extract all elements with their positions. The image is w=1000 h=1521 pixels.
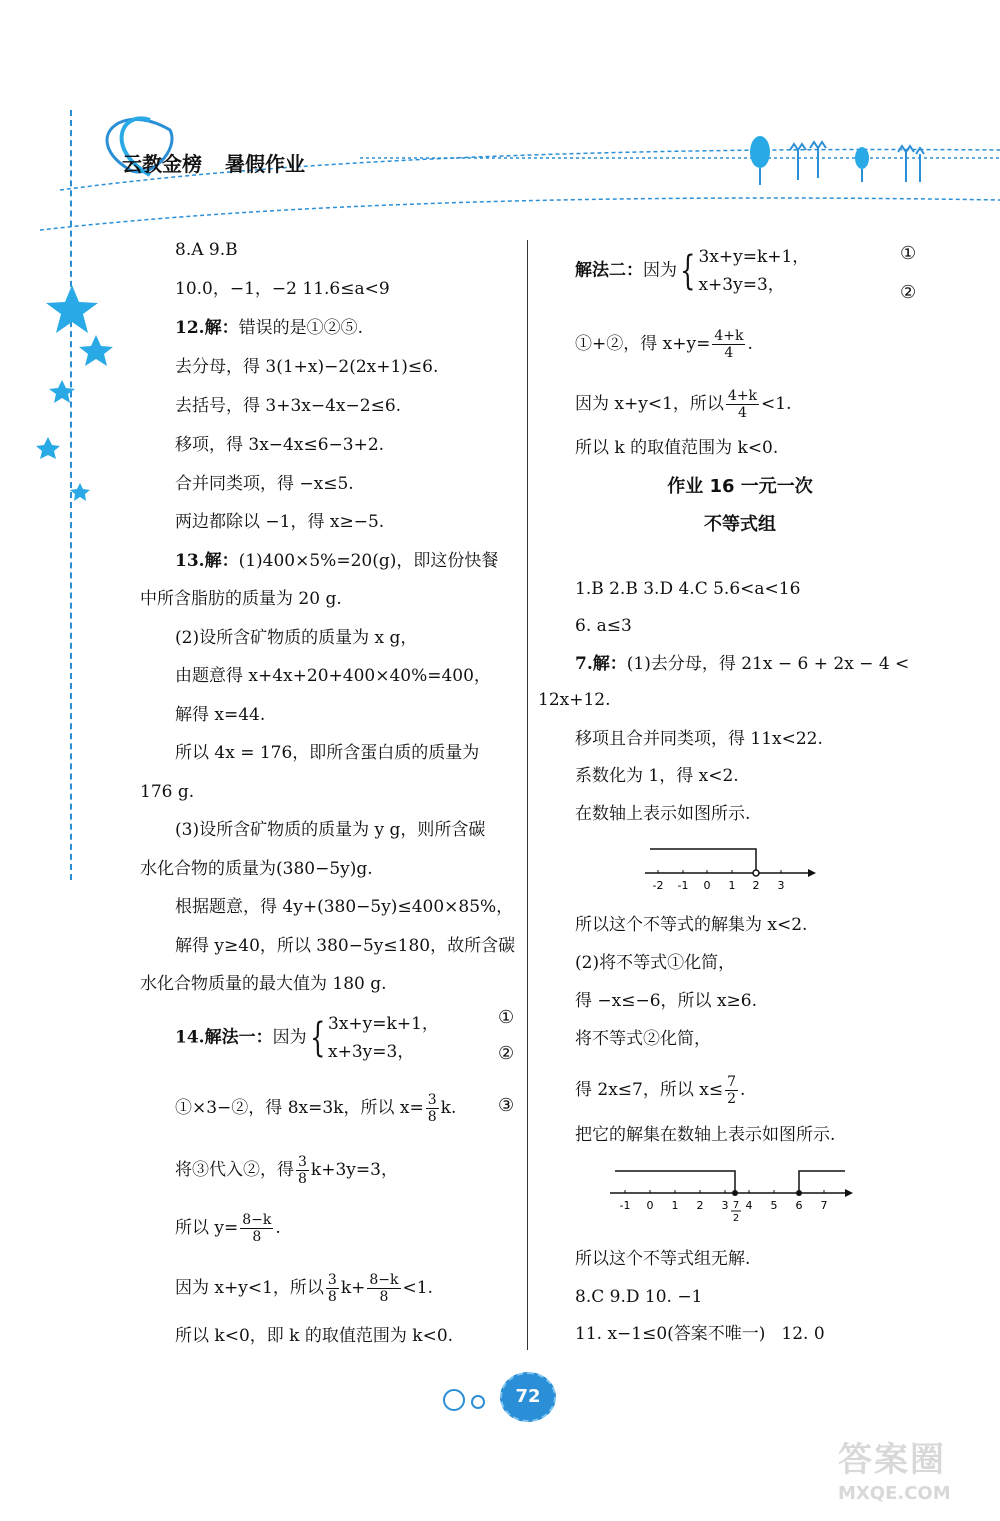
answer-text: 因为 — [643, 260, 677, 281]
answer-line: 移项且合并同类项，得 11x<22. — [575, 729, 823, 749]
equation-system-line — [575, 243, 809, 299]
answer-line: 合并同类项，得 −x≤5. — [175, 474, 354, 494]
answer-line: 根据题意，得 4y+(380−5y)≤400×85%， — [175, 897, 514, 917]
tick-label: 5 — [770, 1199, 778, 1212]
brace-icon: { — [680, 248, 696, 294]
answer-line — [575, 653, 909, 675]
column-divider — [527, 240, 528, 1350]
answer-line — [575, 388, 792, 421]
answer-text: 错误的是①②⑤. — [238, 318, 363, 338]
circled-number: ③ — [498, 1095, 515, 1116]
answer-text: 因为 x+y<1，所以 — [175, 1278, 324, 1298]
answer-text: . — [740, 1080, 746, 1100]
answer-line: 去括号，得 3+3x−4x−2≤6. — [175, 396, 402, 416]
answer-text: . — [275, 1218, 281, 1238]
answer-line: 8.C 9.D 10. −1 — [575, 1287, 703, 1307]
watermark-text: 答案圈 — [838, 1440, 946, 1480]
solution-label: 13.解： — [175, 551, 239, 571]
answer-text: ①+②，得 x+y= — [575, 334, 711, 354]
tick-label: -2 — [652, 879, 664, 892]
equation: 3x+y=k+1， — [328, 1014, 439, 1034]
answer-line: 解得 y≥40，所以 380−5y≤180，故所含碳 — [175, 936, 516, 956]
tick-label: 0 — [646, 1199, 654, 1212]
circled-number: ① — [900, 243, 917, 264]
answer-line — [175, 1092, 456, 1125]
tick-label: 6 — [795, 1199, 803, 1212]
brace-icon: { — [309, 1015, 325, 1061]
answer-text: <1. — [761, 394, 792, 414]
fraction: $\frac{4+k}{4}$ — [727, 388, 758, 421]
answer-text: (1)去分母，得 21x − 6 + 2x − 4 < — [626, 654, 910, 674]
answer-line: (2)设所含矿物质的质量为 x g， — [175, 628, 418, 648]
answer-line: 水化合物质量的最大值为 180 g. — [140, 974, 387, 994]
answer-text: 11. x−1≤0(答案不唯一) — [575, 1324, 766, 1344]
answer-line: 所以这个不等式组无解. — [575, 1249, 751, 1269]
answer-text: k+ — [340, 1278, 366, 1298]
answer-text: 因为 — [272, 1027, 307, 1048]
answer-line: 10.0，−1，−2 11.6≤a<9 — [175, 279, 390, 299]
answer-line: (2)将不等式①化简， — [575, 953, 736, 973]
tick-label: 0 — [703, 879, 711, 892]
answer-text: 所以 y= — [175, 1218, 239, 1238]
answer-line: 1.B 2.B 3.D 4.C 5.6<a<16 — [575, 579, 801, 599]
answer-line: 系数化为 1，得 x<2. — [575, 766, 739, 786]
tick-fraction-num: 7 — [732, 1200, 740, 1211]
tick-label: 4 — [745, 1199, 753, 1212]
fraction: $\frac{7}{2}$ — [727, 1074, 737, 1107]
circled-number: ② — [900, 282, 917, 303]
equation: x+3y=3， — [328, 1042, 415, 1062]
watermark — [838, 1432, 998, 1517]
answer-line: 所以 k 的取值范围为 k<0. — [575, 438, 779, 458]
section-title: 不等式组 — [704, 514, 776, 535]
answer-text: 得 2x≤7，所以 x≤ — [575, 1080, 724, 1100]
solution-label: 12.解： — [175, 318, 239, 338]
star-icon — [79, 335, 113, 366]
answer-line: 176 g. — [140, 782, 195, 802]
tick-label: 2 — [752, 879, 760, 892]
answer-line — [175, 1154, 398, 1187]
solution-label: 7.解： — [575, 654, 627, 674]
answer-line: 所以这个不等式的解集为 x<2. — [575, 915, 808, 935]
answer-line: 所以 k<0，即 k 的取值范围为 k<0. — [175, 1326, 454, 1346]
equation: x+3y=3， — [698, 275, 785, 295]
answer-text: ①×3−②，得 8x=3k，所以 x= — [175, 1098, 424, 1118]
answer-line — [175, 550, 498, 572]
answer-text: 将③代入②，得 — [175, 1160, 294, 1180]
fraction: $\frac{3}{8}$ — [327, 1272, 337, 1305]
answer-text: k+3y=3， — [310, 1160, 398, 1180]
page-header — [0, 90, 1000, 240]
answer-line: 解得 x=44. — [175, 705, 266, 725]
fraction: $\frac{4+k}{4}$ — [714, 328, 744, 361]
brand-subtitle: 暑假作业 — [224, 152, 305, 176]
fraction: $\frac{3}{8}$ — [298, 1154, 307, 1187]
tick-label: 2 — [696, 1199, 704, 1212]
fraction: $\frac{8-k}{8}$ — [242, 1212, 272, 1245]
solution-label: 解法二： — [575, 260, 643, 281]
answer-line: 水化合物的质量为(380−5y)g. — [140, 859, 373, 879]
answer-text: (1)400×5%=20(g)，即这份快餐 — [238, 551, 499, 571]
tick-label: 1 — [728, 879, 736, 892]
flower-icon — [740, 130, 940, 190]
answer-line: 去分母，得 3(1+x)−2(2x+1)≤6. — [175, 357, 439, 377]
circled-number: ① — [498, 1007, 515, 1028]
header-brand — [122, 148, 305, 177]
circled-number: ② — [498, 1043, 515, 1064]
answer-line — [575, 1323, 825, 1345]
answer-line: 由题意得 x+4x+20+400×40%=400， — [175, 666, 491, 686]
star-icon — [46, 285, 98, 333]
answer-line: 在数轴上表示如图所示. — [575, 804, 751, 824]
tick-label: -1 — [677, 879, 689, 892]
answer-line — [575, 1074, 745, 1107]
answer-line: 两边都除以 −1，得 x≥−5. — [175, 512, 385, 532]
answer-text: . — [747, 334, 753, 354]
answer-text: 因为 x+y<1，所以 — [575, 394, 724, 414]
tick-label: 1 — [671, 1199, 679, 1212]
answer-line: 把它的解集在数轴上表示如图所示. — [575, 1125, 836, 1145]
answer-line: 所以 4x = 176，即所含蛋白质的质量为 — [175, 743, 480, 763]
number-line-2 — [605, 1165, 865, 1225]
fraction: $\frac{8-k}{8}$ — [369, 1272, 399, 1305]
answer-text: k. — [440, 1098, 457, 1118]
answer-line: 12x+12. — [538, 690, 611, 710]
tick-label: 3 — [721, 1199, 729, 1212]
tick-fraction-den: 2 — [732, 1213, 740, 1224]
star-icon — [70, 483, 90, 501]
tick-label: -1 — [619, 1199, 631, 1212]
equation-system — [698, 243, 809, 299]
brand-name: 云教金榜 — [122, 152, 202, 176]
equation-system — [328, 1010, 439, 1066]
answer-line: 得 −x≤−6，所以 x≥6. — [575, 991, 757, 1011]
tick-label: 3 — [777, 879, 785, 892]
star-icon — [49, 380, 75, 403]
answer-line — [175, 317, 363, 339]
section-title: 作业 16 一元一次 — [667, 476, 813, 497]
answer-line: 移项，得 3x−4x≤6−3+2. — [175, 435, 385, 455]
solution-label: 14.解法一： — [175, 1027, 273, 1048]
tick-label: 7 — [820, 1199, 828, 1212]
answer-text: 12. 0 — [781, 1324, 825, 1344]
star-icon — [36, 437, 60, 459]
page-number-badge — [440, 1372, 560, 1422]
fraction: $\frac{3}{8}$ — [427, 1092, 437, 1125]
answer-line: 8.A 9.B — [175, 240, 238, 260]
number-line-1 — [640, 845, 840, 895]
watermark-url: MXQE.COM — [838, 1483, 951, 1504]
answer-line: (3)设所含矿物质的质量为 y g，则所含碳 — [175, 820, 486, 840]
answer-line — [175, 1272, 433, 1305]
stars-decoration — [30, 280, 140, 510]
answer-line — [175, 1212, 281, 1245]
answer-line — [575, 328, 753, 361]
equation-system-line — [175, 1010, 439, 1066]
answer-line: 将不等式②化简， — [575, 1029, 711, 1049]
answer-text: <1. — [402, 1278, 433, 1298]
answer-line: 6. a≤3 — [575, 616, 632, 636]
equation: 3x+y=k+1， — [698, 247, 810, 267]
answer-line: 中所含脂肪的质量为 20 g. — [140, 589, 342, 609]
page-number: 72 — [500, 1372, 556, 1422]
